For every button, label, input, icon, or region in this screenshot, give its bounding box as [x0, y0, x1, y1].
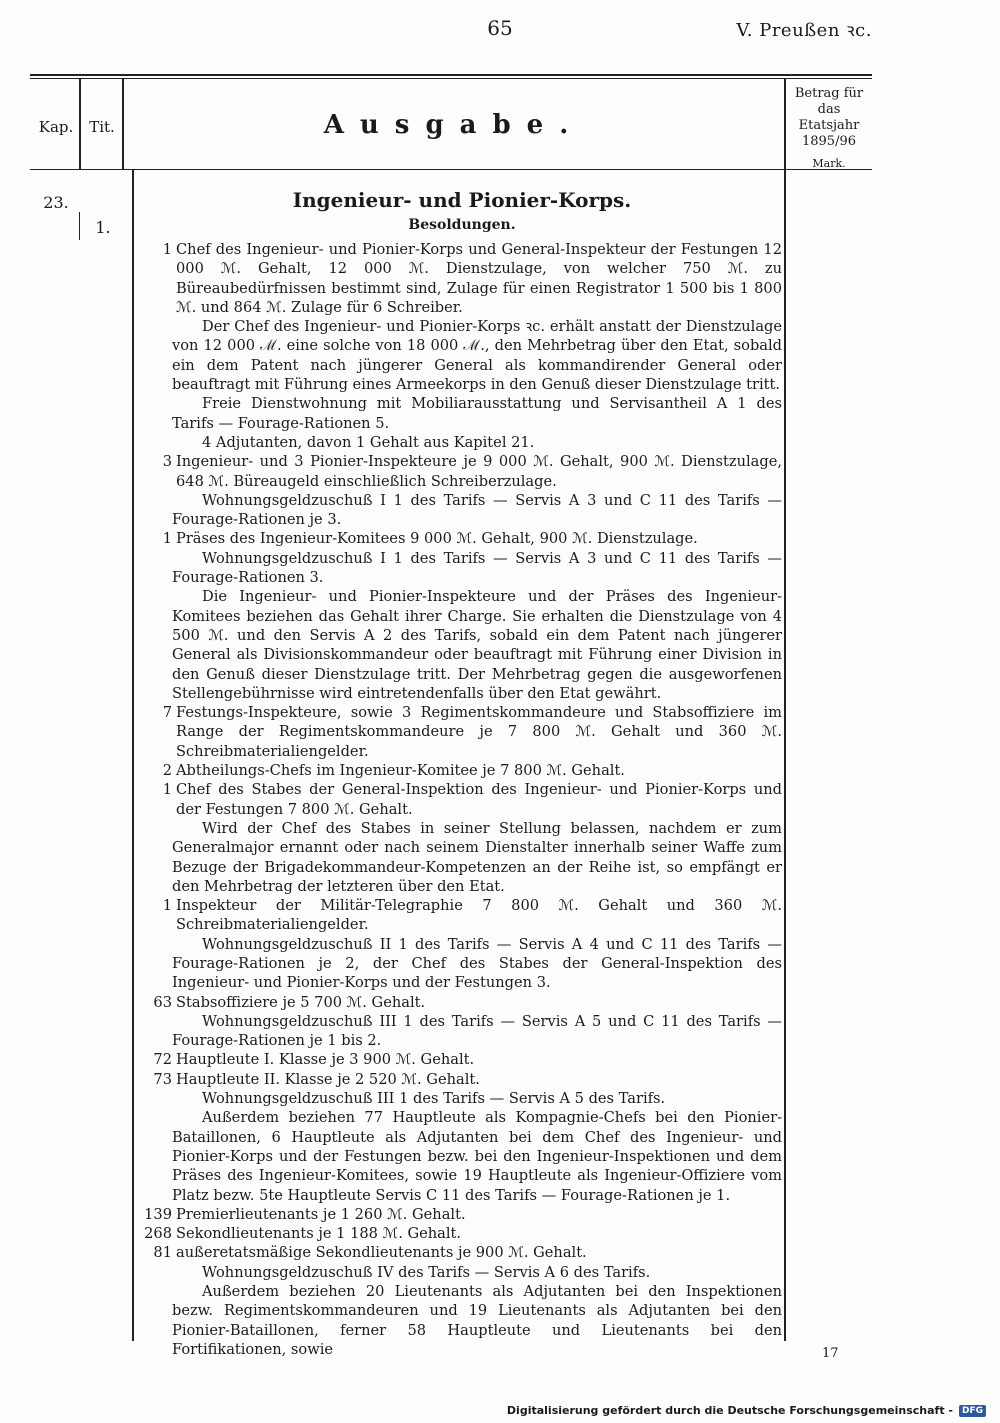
- entry-text: Sekondlieutenants je 1 188 ℳ. Gehalt.: [176, 1225, 462, 1243]
- entry-paragraph: Der Chef des Ingenieur- und Pionier-Korps ꝛc. erhält anstatt der Dienstzulage von 12 000 ℳ. eine solche von 18 000 ℳ., den Mehrbetrag über den Etat, sobald ein dem Patent nach jüngerer General als kommandirender General oder beauftragt mit Führung eines Armeekorps in den Genuß dieser Dienstzulage tritt.: [172, 318, 782, 394]
- entry-count: 1: [162, 897, 172, 915]
- entry-text: Inspekteur der Militär-Telegraphie 7 800 ℳ. Gehalt und 360 ℳ. Schreibmaterialiengelder.: [176, 897, 782, 934]
- entry-text: Chef des Ingenieur- und Pionier-Korps und General-Inspekteur der Festungen 12 000 ℳ. Gehalt, 12 000 ℳ. Dienstzulage, von welcher 750 ℳ. zu Büreaubedürfnissen bestimmt sind, Zulage für einen Registrator 1 500 bis 1 800 ℳ. und 864 ℳ. Zulage für 6 Schreiber.: [176, 241, 782, 316]
- entry-paragraph: Wohnungsgeldzuschuß IV des Tarifs — Servis A 6 des Tarifs.: [202, 1263, 651, 1281]
- header-bottom-rule: [30, 169, 872, 170]
- entry-count: 1: [162, 530, 172, 548]
- entry-item: [134, 1050, 782, 1069]
- entry-paragraph: Die Ingenieur- und Pionier-Inspekteure und der Präses des Ingenieur-Komitees beziehen das Gehalt ihrer Charge. Sie erhalten die Dienstzulage von 4 500 ℳ. und den Servis A 2 des Tarifs, sobald ein dem Patent nach jüngerer General als Divisionskommandeur oder beauftragt mit Führung einer Division in den Genuß dieser Dienstzulage tritt. Der Mehrbetrag gegen die ausgeworfenen Stellengebührnisse wird eintretendenfalls über den Etat gewährt.: [172, 588, 782, 702]
- entry-paragraph: Wohnungsgeldzuschuß III 1 des Tarifs — Servis A 5 des Tarifs.: [202, 1090, 666, 1108]
- entry-text: außeretatsmäßige Sekondlieutenants je 900 ℳ. Gehalt.: [176, 1244, 587, 1262]
- entry-item: [134, 1243, 782, 1262]
- entry-list: [134, 240, 782, 1359]
- entry-text: Abtheilungs-Chefs im Ingenieur-Komitee je 7 800 ℳ. Gehalt.: [176, 762, 625, 780]
- entry-text: Hauptleute II. Klasse je 2 520 ℳ. Gehalt.: [176, 1070, 480, 1088]
- page-number: 65: [487, 16, 513, 40]
- entry-item: [134, 703, 782, 761]
- table-top-rule: [30, 74, 872, 76]
- running-head: V. Preußen ꝛc.: [736, 20, 872, 41]
- column-header-betrag: [786, 86, 872, 172]
- entry-text: Stabsoffiziere je 5 700 ℳ. Gehalt.: [176, 993, 426, 1011]
- entry-paragraph: Außerdem beziehen 77 Hauptleute als Kompagnie-Chefs bei den Pionier-Bataillonen, 6 Hauptleute als Adjutanten bei dem Chef des Ingenieur- und Pionier-Korps und der Festungen bezw. bei den Ingenieur-Inspektionen und dem Präses des Ingenieur-Komitees, sowie 19 Hauptleute als Ingenieur-Offiziere vom Platz bezw. 5te Hauptleute Servis C 11 des Tarifs — Fourage-Rationen je 1.: [172, 1109, 782, 1204]
- entry-text: Chef des Stabes der General-Inspektion des Ingenieur- und Pionier-Korps und der Festungen 7 800 ℳ. Gehalt.: [176, 781, 782, 818]
- entry-paragraph: Wohnungsgeldzuschuß I 1 des Tarifs — Servis A 3 und C 11 des Tarifs — Fourage-Rationen 3.: [172, 549, 782, 587]
- entry-paragraph: Wird der Chef des Stabes in seiner Stellung belassen, nachdem er zum Generalmajor ernannt oder nach seinem Dienstalter innerhalb seiner Waffe zum Bezuge der Brigadekommandeur-Kompetenzen an der Reihe ist, so empfängt er den Mehrbetrag der letzteren über den Etat.: [172, 819, 782, 895]
- entry-item: [134, 761, 782, 780]
- footer-text: Digitalisierung gefördert durch die Deutsche Forschungsgemeinschaft -: [506, 1404, 953, 1417]
- entry-count: 1: [162, 781, 172, 799]
- entry-paragraph: Wohnungsgeldzuschuß I 1 des Tarifs — Servis A 3 und C 11 des Tarifs — Fourage-Rationen je 3.: [172, 491, 782, 529]
- kap-number: 23.: [43, 193, 69, 212]
- entry-count: 63: [153, 993, 172, 1011]
- entry-item: [134, 896, 782, 935]
- entry-paragraph: Freie Dienstwohnung mit Mobiliarausstattung und Servisantheil A 1 des Tarifs — Fourage-Rationen 5.: [172, 395, 782, 432]
- entry-item: [134, 993, 782, 1012]
- entry-count: 72: [153, 1051, 172, 1069]
- entry-paragraph: Außerdem beziehen 20 Lieutenants als Adjutanten bei den Inspektionen bezw. Regimentskommandeuren und 19 Lieutenants als Adjutanten bei den Pionier-Bataillonen, ferner 58 Hauptleute und Lieutenants bei den Fortifikationen, sowie: [172, 1283, 782, 1358]
- footer: [507, 1404, 986, 1417]
- entry-count: 73: [153, 1070, 172, 1088]
- entry-count: 7: [162, 704, 172, 722]
- entry-count: 268: [144, 1225, 172, 1243]
- dfg-logo: DFG: [959, 1405, 986, 1417]
- column-header-kap: Kap.: [38, 118, 74, 136]
- entry-count: 81: [153, 1244, 172, 1262]
- entry-text: Hauptleute I. Klasse je 3 900 ℳ. Gehalt.: [176, 1051, 475, 1069]
- entry-item: [134, 452, 782, 491]
- entry-item: [134, 1205, 782, 1224]
- entry-count: 1: [162, 241, 172, 258]
- entry-count: 2: [162, 762, 172, 780]
- tit-number: 1.: [95, 218, 111, 237]
- entry-paragraph: Wohnungsgeldzuschuß II 1 des Tarifs — Servis A 4 und C 11 des Tarifs — Fourage-Rationen je 2, der Chef des Stabes der General-Inspektion des Ingenieur- und Pionier-Korps und der Festungen 3.: [172, 935, 782, 992]
- section-subtitle: Besoldungen.: [408, 217, 516, 233]
- entry-count: 3: [162, 453, 172, 471]
- col-rule-5: [79, 212, 80, 240]
- betrag-label: Betrag für das Etatsjahr 1895/96: [794, 86, 864, 149]
- entry-item: [134, 240, 782, 317]
- entry-paragraph: 4 Adjutanten, davon 1 Gehalt aus Kapitel 21.: [202, 433, 535, 451]
- column-header-tit: Tit.: [89, 118, 115, 136]
- col-rule-3: [784, 78, 786, 1341]
- entry-item: [134, 529, 782, 548]
- entry-text: Festungs-Inspekteure, sowie 3 Regimentskommandeure und Stabsoffiziere im Range der Regimentskommandeure je 7 800 ℳ. Gehalt und 360 ℳ. Schreibmaterialiengelder.: [176, 704, 782, 760]
- mark-label: Mark.: [812, 157, 846, 170]
- entry-text: Ingenieur- und 3 Pionier-Inspekteure je 9 000 ℳ. Gehalt, 900 ℳ. Dienstzulage, 648 ℳ. Büreaugeld einschließlich Schreiberzulage.: [176, 453, 782, 490]
- entry-text: Präses des Ingenieur-Komitees 9 000 ℳ. Gehalt, 900 ℳ. Dienstzulage.: [176, 530, 698, 548]
- entry-paragraph: Wohnungsgeldzuschuß III 1 des Tarifs — Servis A 5 und C 11 des Tarifs — Fourage-Rationen je 1 bis 2.: [172, 1012, 782, 1050]
- sheet-number: 17: [822, 1346, 839, 1361]
- entry-count: 139: [144, 1205, 172, 1223]
- entry-item: [134, 1224, 782, 1243]
- column-header-ausgabe: Ausgabe.: [323, 110, 585, 140]
- entry-item: [134, 1070, 782, 1089]
- section-title: Ingenieur- und Pionier-Korps.: [292, 188, 632, 212]
- table-top-rule-thin: [30, 78, 872, 79]
- entry-text: Premierlieutenants je 1 260 ℳ. Gehalt.: [176, 1205, 466, 1223]
- entry-item: [134, 780, 782, 819]
